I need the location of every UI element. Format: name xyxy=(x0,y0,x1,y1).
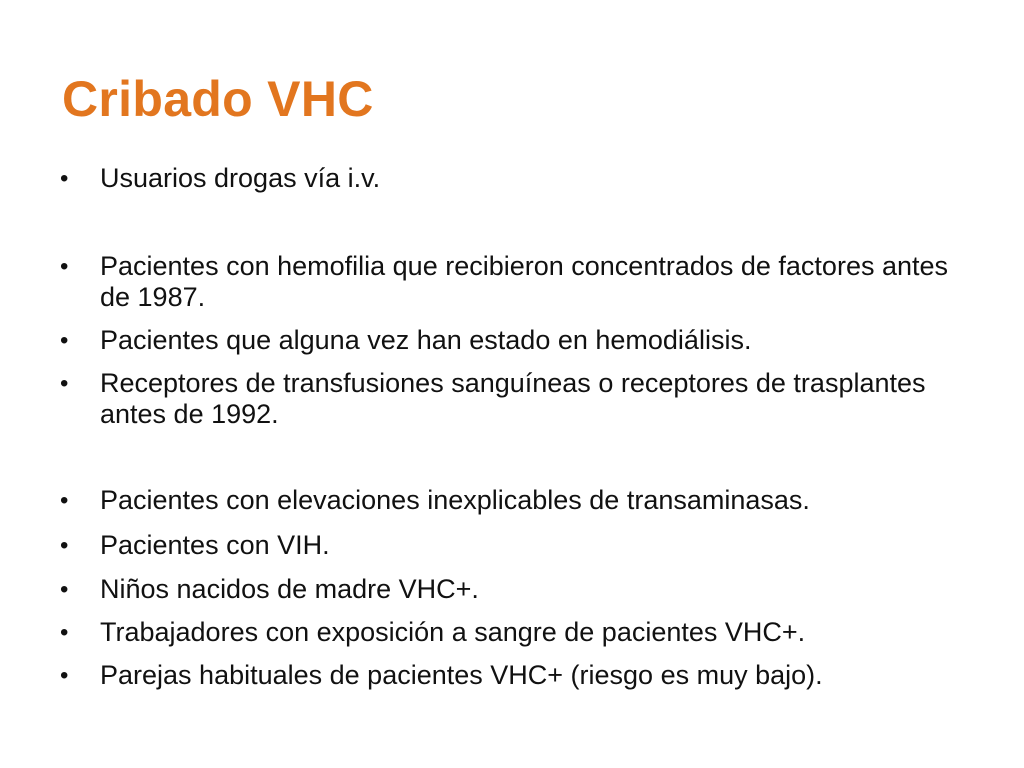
bullet-point-icon: • xyxy=(60,487,69,514)
bullet-item xyxy=(60,660,960,691)
bullet-text: Trabajadores con exposición a sangre de pacientes VHC+. xyxy=(100,617,806,647)
bullet-text: Niños nacidos de madre VHC+. xyxy=(100,574,479,604)
bullet-text: Parejas habituales de pacientes VHC+ (riesgo es muy bajo). xyxy=(100,660,823,690)
bullet-text: Pacientes que alguna vez han estado en hemodiálisis. xyxy=(100,325,752,355)
bullet-item xyxy=(60,251,960,313)
bullet-point-icon: • xyxy=(60,370,69,397)
bullet-text: Pacientes con hemofilia que recibieron concentrados de factores antes de 1987. xyxy=(100,251,949,312)
bullet-item xyxy=(60,617,960,648)
bullet-item xyxy=(60,574,960,605)
bullet-text: Receptores de transfusiones sanguíneas o receptores de trasplantes antes de 1992. xyxy=(100,368,926,429)
bullet-point-icon: • xyxy=(60,327,69,354)
slide-title: Cribado VHC xyxy=(62,71,374,127)
bullet-item xyxy=(60,368,960,430)
bullet-point-icon: • xyxy=(60,253,69,280)
bullet-text: Usuarios drogas vía i.v. xyxy=(100,163,381,193)
bullet-item xyxy=(60,163,960,194)
bullet-text: Pacientes con VIH. xyxy=(100,530,330,560)
bullet-point-icon: • xyxy=(60,662,69,689)
bullet-text: Pacientes con elevaciones inexplicables de transaminasas. xyxy=(100,485,810,515)
bullet-point-icon: • xyxy=(60,165,69,192)
bullet-item xyxy=(60,530,960,561)
bullet-point-icon: • xyxy=(60,576,69,603)
bullet-item xyxy=(60,485,960,516)
bullet-item xyxy=(60,325,960,356)
bullet-point-icon: • xyxy=(60,532,69,559)
bullet-point-icon: • xyxy=(60,619,69,646)
